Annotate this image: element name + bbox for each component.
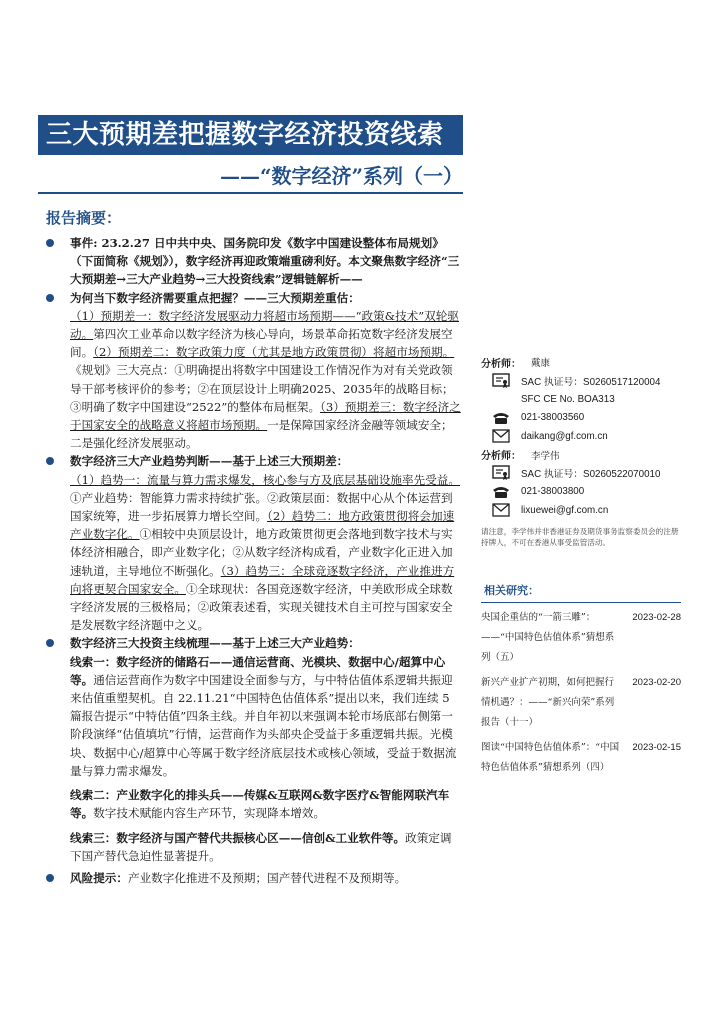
related-item-date: 2023-02-20 [632,677,681,688]
bullet-industry-trend [46,452,461,470]
analyst-panel [481,353,681,548]
trend-1-heading: （1）趋势一：流量与算力需求爆发，核心参与方及底层基础设施率先受益。 [70,472,460,487]
related-research-heading: 相关研究： [481,582,681,603]
analyst-name: 戴康 [531,358,551,370]
summary-body [46,234,461,887]
bullet-event [46,234,461,289]
bullet-dot-icon [46,874,54,882]
email-icon [481,503,521,517]
gap-1-text: 第四次工业革命以数字经济为核心导向，场景革命拓宽数字经济发展空间。 [70,327,453,360]
line-3-text: 政策定调下国产替代急迫性显著提升。 [70,830,452,863]
analyst-sfc-number: SFC CE No. BOA313 [521,393,615,405]
analyst-1-email-row [481,427,681,446]
analyst-label: 分析师： [481,451,521,463]
phone-icon [481,411,521,425]
analyst-sac-number: SAC 执证号：S0260517120004 [521,376,661,388]
line-3-heading: 线索三：数字经济与国产替代共振核心区——信创&工业软件等。 [70,830,406,845]
bullet-expectation-gap [46,289,461,307]
bullet-text: 数字经济三大投资主线梳理——基于上述三大产业趋势： [70,636,360,651]
title-divider [38,192,463,194]
related-item-title[interactable]: 新兴产业扩产初期，如何把握行情机遇？：——“新兴向荣”系列报告（十一） [481,677,615,728]
line-1-heading: 线索一：数字经济的储路石——通信运营商、光模块、数据中心/超算中心等。 [70,654,446,687]
related-item[interactable] [481,608,681,668]
analyst-phone: 021-38003560 [521,412,585,424]
analyst-2-phone-row [481,483,681,502]
related-research [481,582,681,778]
gap-3-text: 一是保障国家经济金融等领域安全；二是强化经济发展驱动。 [70,418,453,451]
phone-icon [481,485,521,499]
email-icon [481,429,521,443]
analyst-2-name-row [481,446,681,465]
trend-3-text: ①全球现状：各国竞逐数字经济，中美欧形成全球数字经济发展的三极格局；②政策表述看，实现关键技术自主可控与国家安全是发展数字经济题中之义。 [70,581,453,633]
report-title: 三大预期差把握数字经济投资线索 [46,120,444,150]
related-item[interactable] [481,673,681,733]
gap-1-heading: （1）预期差一：数字经济发展驱动力将超市场预期——“政策&技术”双轮驱动。 [70,308,459,342]
analyst-2-email-row [481,501,681,520]
analyst-phone: 021-38003800 [521,486,585,498]
analyst-1-sac-row [481,372,681,391]
paragraph-industry-trend [46,471,461,635]
analyst-1-phone-row [481,409,681,428]
trend-3-heading: （3）趋势三：全球竞逐数字经济，产业推进方向将更契合国家安全。 [70,563,455,596]
analyst-name: 李学伟 [531,450,560,462]
risk-text: 产业数字化推进不及预期；国产替代进程不及预期等。 [127,870,407,885]
bullet-dot-icon [46,639,54,647]
bullet-investment-line [46,634,461,652]
related-item[interactable] [481,738,681,778]
analyst-email[interactable]: lixuewei@gf.com.cn [521,504,609,516]
certificate-icon [481,465,521,481]
analyst-1-name-row [481,353,681,372]
bullet-dot-icon [46,239,54,247]
related-item-title[interactable]: 央国企重估的“一箭三雕”：——“中国特色估值体系”猜想系列（五） [481,612,615,663]
related-item-date: 2023-02-15 [632,742,681,753]
related-item-title[interactable]: 图读“中国特色估值体系”：“中国特色估值体系”猜想系列（四） [481,742,620,773]
gap-2-text: 《规划》三大亮点：①明确提出将数字中国建设工作情况作为对有关党政领导干部考核评价的参考；②在顶层设计上明确2025、2035年的战略目标；③明确了数字中国建设“2522”的整体布局框架。 [70,363,454,414]
related-item-date: 2023-02-28 [632,612,681,623]
line-1-text: 通信运营商作为数字中国建设全面参与方，与中特估值体系逻辑共振迎来估值重塑契机。自 22.11.21“中国特色估值体系”提出以来，我们连续 5 篇报告提示“中特估值”四条主线。并自年初以来强调本轮市场底部右侧第一阶段演绎“估值填坑”行情，运营商作为头部央企受益于多重逻辑共振。光模块、数据中心/超算中心等属于数字经济底层技术或核心领域，受益于数据流量与算力需求爆发。 [70,672,457,778]
analyst-2-sac-row [481,464,681,483]
risk-heading: 风险提示： [70,870,128,885]
report-subtitle: ——“数字经济”系列（一） [219,164,463,188]
analyst-1-sfc-row [481,390,681,409]
analyst-email[interactable]: daikang@gf.com.cn [521,430,608,442]
trend-2-text: ①相较中央顶层设计，地方政策贯彻更会落地到数字技术与实体经济相融合，即产业数字化；②从数字经济构成看，产业数字化正进入加速轨道，主导地位不断强化。 [70,527,453,578]
line-2-heading: 线索二：产业数字化的排头兵——传媒&互联网&数字医疗&智能网联汽车等。 [70,788,450,821]
summary-heading: 报告摘要： [46,209,122,227]
bullet-dot-icon [46,457,54,465]
bullet-text: 数字经济三大产业趋势判断——基于上述三大预期差： [70,454,349,469]
trend-2-heading: （2）趋势二：地方政策贯彻将会加速产业数字化。 [70,509,455,542]
bullet-text: 为何当下数字经济需要重点把握？——三大预期差重估： [70,290,360,305]
bullet-dot-icon [46,294,54,302]
gap-3-heading: （3）预期差三：数字经济之于国家安全的战略意义将超市场预期。 [70,399,461,433]
gap-2-heading: （2）预期差二：数字政策力度（尤其是地方政策贯彻）将超市场预期。 [93,345,455,360]
paragraph-line-1 [46,653,461,780]
certificate-icon [481,373,521,389]
paragraph-line-2 [46,786,461,822]
analyst-disclaimer: 请注意，李学伟并非香港证券及期货事务监察委员会的注册持牌人，不可在香港从事受监管活动。 [481,526,679,547]
paragraph-expectation-gap [46,307,461,453]
analyst-sac-number: SAC 执证号：S0260522070010 [521,469,661,481]
bullet-text: 事件: 23.2.27 日中共中央、国务院印发《数字中国建设整体布局规划》（下面简称《规划》），数字经济再迎政策端重磅利好。本文聚焦数字经济“三大预期差→三大产业趋势→三大投资线索”逻辑链解析—— [70,236,460,287]
bullet-risk [46,869,461,887]
line-2-text: 数字技术赋能内容生产环节，实现降本增效。 [93,806,326,821]
paragraph-line-3 [46,829,461,865]
trend-1-text: ①产业趋势：智能算力需求持续扩张。②政策层面：数据中心从个体运营到国家统筹，进一步拓展算力增长空间。 [70,490,453,524]
analyst-label: 分析师： [481,358,521,370]
